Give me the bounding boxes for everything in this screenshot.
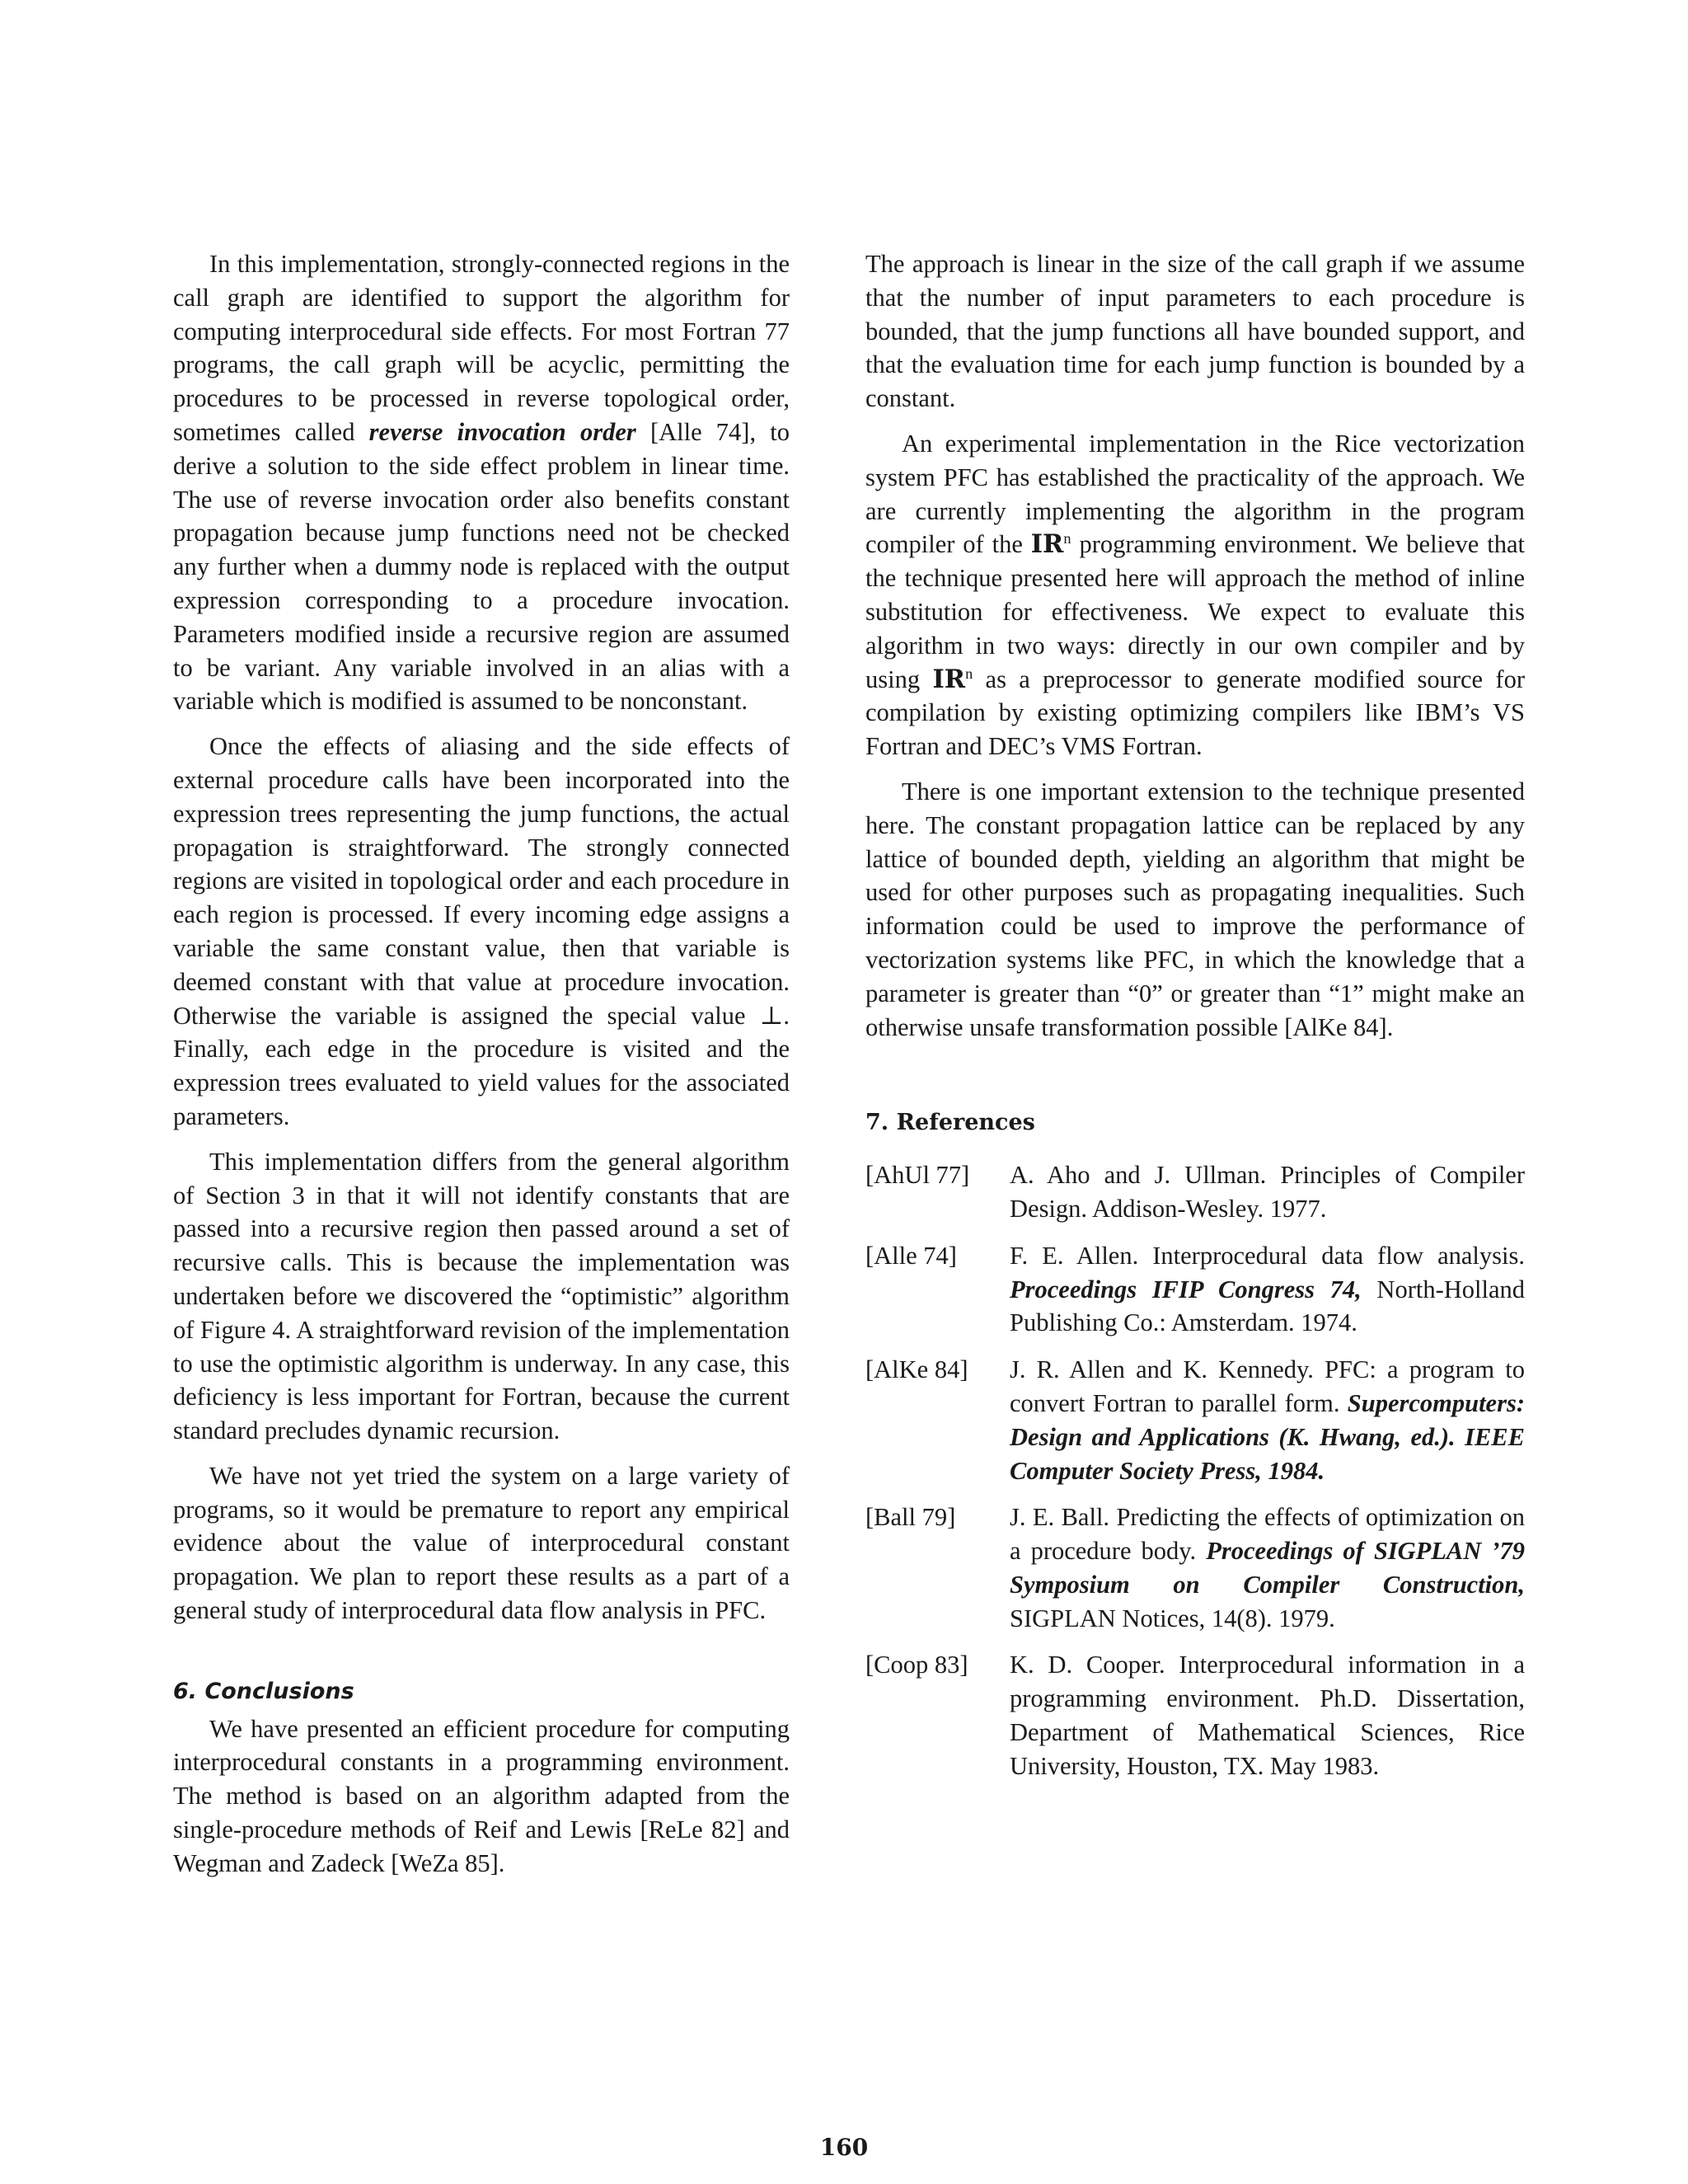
reference-entry: [AhUl 77] A. Aho and J. Ullman. Principles of Compiler Design. Addison-Wesley. 1977. <box>865 1158 1525 1226</box>
reference-entry: [Coop 83] K. D. Cooper. Interprocedural information in a programming environment. Ph.D. Dissertation, Department of Mathematical Sciences, Rice University, Houston, TX. May 1983. <box>865 1648 1525 1782</box>
section-heading-conclusions: 6. Conclusions <box>173 1678 354 1704</box>
section-heading-references: 7. References <box>865 1110 1035 1136</box>
paragraph-evaluation: We have not yet tried the system on a large variety of programs, so it would be premature to report any empirical evidence about the value of interprocedural constant propagation. We plan to report these results as a part of a general study of interprocedural data flow analysis in PFC. <box>173 1461 790 1625</box>
paragraph-extension: There is one important extension to the technique presented here. The constant propagation lattice can be replaced by any lattice of bounded depth, yielding an algorithm that might be used for other purposes such as propagating inequalities. Such information could be used to improve the performance of vectorization systems like PFC, in which the knowledge that a parameter is greater than “0” or greater than “1” might make an otherwise unsafe transformation possible [AlKe 84]. <box>865 777 1525 1041</box>
page-number: 160 <box>819 2134 869 2161</box>
reference-key: [AhUl 77] <box>865 1161 970 1190</box>
reference-key: [Alle 74] <box>865 1241 957 1270</box>
paragraph-conclusions: We have presented an efficient procedure for computing interprocedural constants in a programming environment. The method is based on an algorithm adapted from the single-procedure methods of Reif and Lewis [ReLe 82] and Wegman and Zadeck [WeZa 85]. <box>173 1714 790 1877</box>
paragraph-differences: This implementation differs from the general algorithm of Section 3 in that it will not identify constants that are passed into a recursive region then passed around a set of recursive calls. This is because the implementation was undertaken before we discovered the “optimistic” algorithm of Figure 4. A straightforward revision of the implementation to use the optimistic algorithm is underway. In any case, this deficiency is less important for Fortran, because the current standard precludes dynamic recursion. <box>173 1147 790 1445</box>
reference-key: [Coop 83] <box>865 1651 968 1679</box>
reference-key: [Ball 79] <box>865 1503 956 1532</box>
reference-entry: [Alle 74] F. E. Allen. Interprocedural data flow analysis. Proceedings IFIP Congress 74, North-Holland Publishing Co.: Amsterdam. 1974. <box>865 1239 1525 1340</box>
ir-symbol: IR <box>932 664 966 694</box>
paragraph-implementation: In this implementation, strongly-connected regions in the call graph are identified to support the algorithm for computing interprocedural side effects. For most Fortran 77 programs, the call graph will be acyclic, permitting the procedures to be processed in reverse topological order, sometimes called reverse invocation order [Alle 74], to derive a solution to the side effect problem in linear time. The use of reverse invocation order also benefits constant propagation because jump functions need not be checked any further when a dummy node is replaced with the output expression corresponding to a procedure invocation. Parameters modified inside a recursive region are assumed to be variant. Any variable involved in an alias with a variable which is modified is assumed to be nonconstant. <box>173 250 790 716</box>
term-reverse-invocation-order: reverse invocation order <box>368 417 636 446</box>
paragraph-linear: The approach is linear in the size of the call graph if we assume that the number of input parameters to each procedure is bounded, that the jump functions all have bounded support, and that the evaluation time for each jump function is bounded by a constant. <box>865 250 1525 413</box>
paragraph-propagation: Once the effects of aliasing and the side effects of external procedure calls have been incorporated into the expression trees representing the jump functions, the actual propagation is straightforward. The strongly connected regions are visited in topological order and each procedure in each region is processed. If every incoming edge assigns a variable the same constant value, then that variable is deemed constant with that value at procedure invocation. Otherwise the variable is assigned the special value ⊥. Finally, each edge in the procedure is visited and the expression trees evaluated to yield values for the associated parameters. <box>173 732 790 1130</box>
ir-symbol: IR <box>1030 529 1064 560</box>
left-column <box>173 247 790 1881</box>
reference-entry: [Ball 79] J. E. Ball. Predicting the effects of optimization on a procedure body. Proceedings of SIGPLAN ’79 Symposium on Compiler Construction, SIGPLAN Notices, 14(8). 1979. <box>865 1501 1525 1635</box>
reference-entry: [AlKe 84] J. R. Allen and K. Kennedy. PFC: a program to convert Fortran to parallel form. Supercomputers: Design and Applications (K. Hwang, ed.). IEEE Computer Society Press, 1984. <box>865 1353 1525 1487</box>
reference-key: [AlKe 84] <box>865 1355 968 1384</box>
paragraph-experimental: An experimental implementation in the Rice vectorization system PFC has established the practicality of the approach. We are currently implementing the algorithm in the program compiler of the $IR^n$ programming environment. We believe that the technique presented here will approach the method of inline substitution for effectiveness. We expect to evaluate this algorithm in two ways: directly in our own compiler and by using $IR^n$ as a preprocessor to generate modified source for compilation by existing optimizing compilers like IBM’s VS Fortran and DEC’s VMS Fortran. <box>865 429 1525 761</box>
reference-list <box>865 1158 1525 1783</box>
right-column <box>865 247 1525 1797</box>
